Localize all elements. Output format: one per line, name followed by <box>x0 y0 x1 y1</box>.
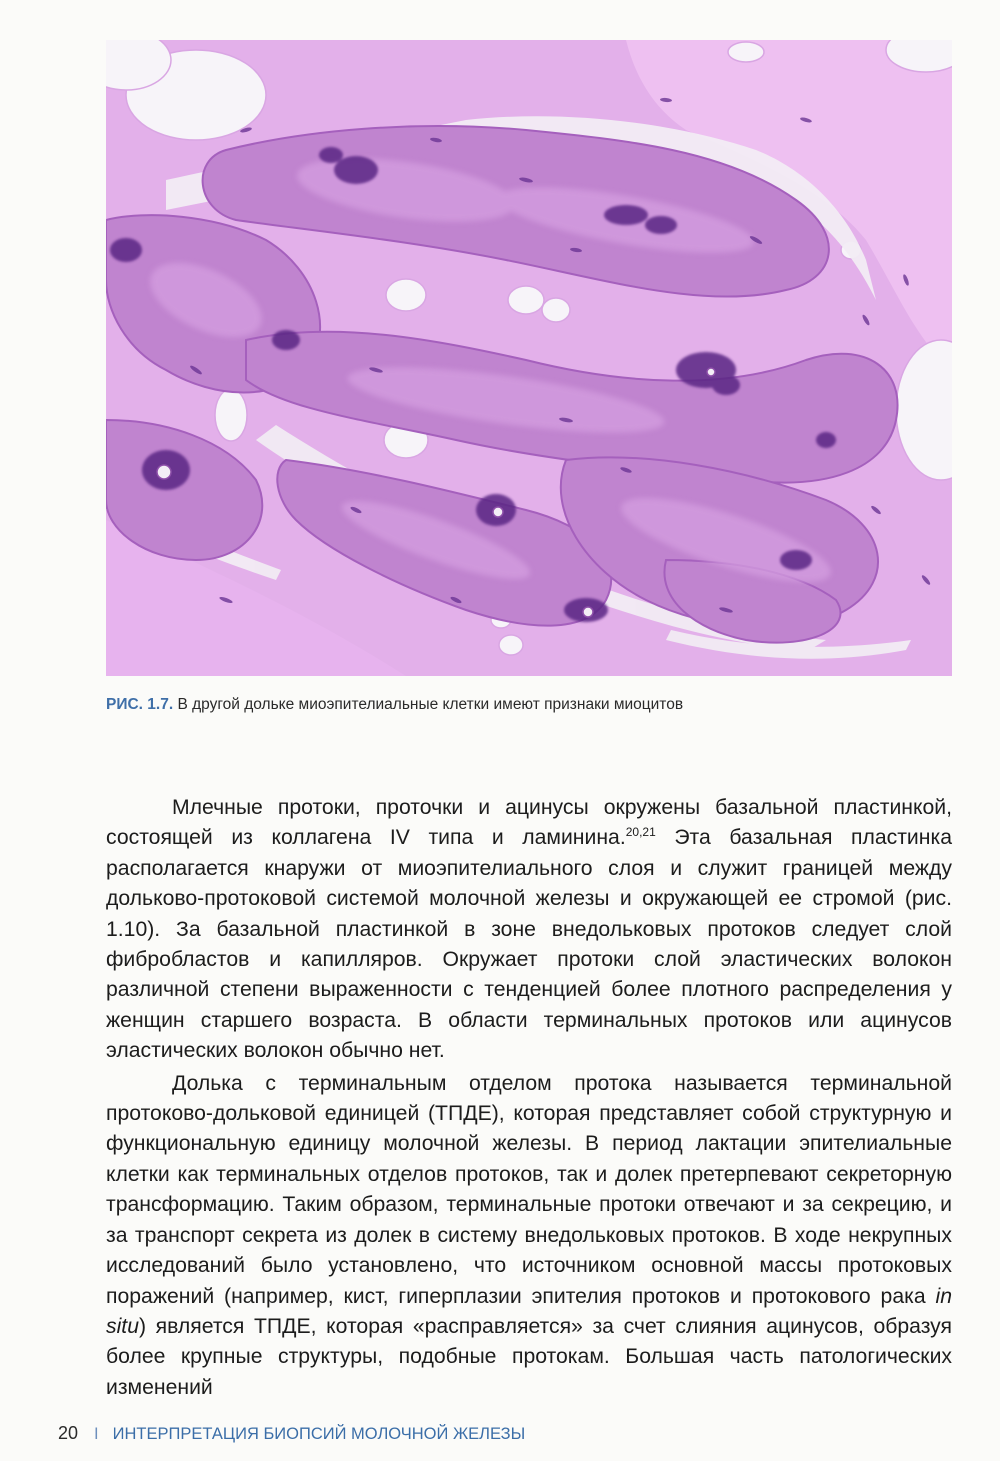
figure-label: РИС. 1.7. <box>106 696 174 713</box>
paragraph-2-text-a: Долька с терминальным отделом протока называется терминальной протоково-дольковой единицей (ТПДЕ), которая представляет собой структурную и функциональную единицу молочной железы. В период лактации эпителиальные клетки как терминальных отделов протоков, так и долек претерпевают секреторную трансформацию. Таким образом, терминальные протоки отвечают и за секрецию, и за транспорт секрета из долек в систему внедольковых протоков. В ходе некрупных исследований было установлено, что источником основной массы протоковых поражений (например, кист, гиперплазии эпителия протоков и протокового рака <box>106 1071 952 1308</box>
page-number: 20 <box>58 1423 79 1443</box>
paragraph-2-text-b: ) является ТПДЕ, которая «расправляется» за счет слияния ацинусов, образуя более крупные структуры, подобные протокам. Большая часть патологических изменений <box>106 1314 952 1399</box>
paragraph-1-text-a: Млечные протоки, проточки и ацинусы окружены базальной пластинкой, состоящей из коллагена IV типа и ламинина. <box>106 796 952 850</box>
micrograph-image <box>106 40 952 676</box>
paragraph-1 <box>106 793 952 1067</box>
footer-separator: I <box>94 1425 99 1443</box>
paragraph-2 <box>106 1069 952 1403</box>
reference-superscript: 20,21 <box>625 825 656 840</box>
histology-micrograph <box>106 40 952 676</box>
paragraph-1-text-b: Эта базальная пластинка располагается кнаружи от миоэпителиального слоя и служит границей между дольково-протоковой системой молочной железы и окружающей ее стромой (рис. 1.10). За базальной пластинкой в зоне внедольковых протоков следует слой фибробластов и капилляров. Окружает протоки слой эластических волокон различной степени выраженности с тенденцией более плотного распределения у женщин старшего возраста. В области терминальных протоков или ацинусов эластических волокон обычно нет. <box>106 826 952 1063</box>
figure-caption <box>106 695 952 715</box>
figure-caption-text: В другой дольке миоэпителиальные клетки имеют признаки миоцитов <box>173 696 684 713</box>
running-title: ИНТЕРПРЕТАЦИЯ БИОПСИЙ МОЛОЧНОЙ ЖЕЛЕЗЫ <box>112 1425 526 1443</box>
body-text <box>106 793 952 1405</box>
page-footer <box>58 1421 525 1445</box>
italic-term: in situ <box>106 1284 952 1338</box>
